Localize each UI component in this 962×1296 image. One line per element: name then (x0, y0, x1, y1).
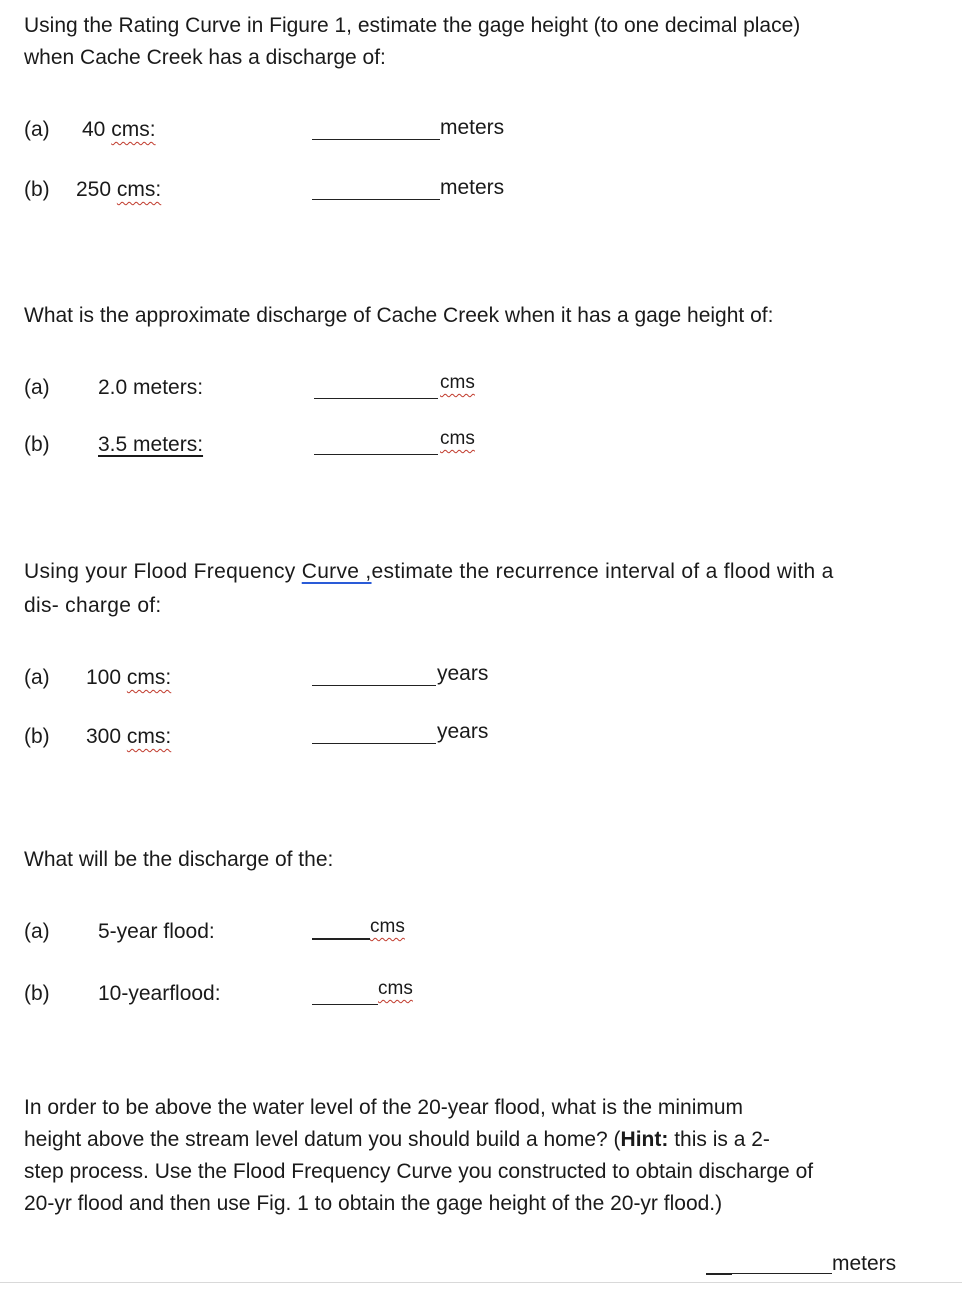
s3-item-b-value: 300 cms: (86, 725, 172, 748)
section5-line3: step process. Use the Flood Frequency Curve you constructed to obtain discharge of (24, 1160, 814, 1183)
section1-question-line2: when Cache Creek has a discharge of: (24, 46, 386, 69)
s1-item-b-answer-blank[interactable] (312, 199, 440, 200)
s1-item-a-value: 40 cms: (82, 118, 156, 141)
s2-item-b-answer-blank[interactable] (314, 454, 438, 455)
section3-question (24, 555, 834, 623)
s2-item-b-value: 3.5 meters: (98, 433, 204, 456)
s1-item-a-label: (a) (24, 118, 50, 141)
s5-answer-blank[interactable] (732, 1273, 832, 1274)
s4-item-b-answer-unit: cms (378, 978, 413, 999)
s5-answer-unit: meters (832, 1252, 897, 1275)
s3-item-b-label: (b) (24, 725, 50, 748)
section1-question-line1: Using the Rating Curve in Figure 1, estimate the gage height (to one decimal place) (24, 14, 801, 37)
s3-item-b-unit: cms: (126, 725, 172, 748)
s5-answer-blank-start (706, 1273, 732, 1275)
section1-question (24, 10, 800, 74)
section5-line4: 20-yr flood and then use Fig. 1 to obtain the gage height of the 20-yr flood.) (24, 1192, 723, 1215)
s4-item-b-answer-blank[interactable] (312, 1004, 378, 1005)
section5-line2: height above the stream level datum you should build a home? (Hint: this is a 2- (24, 1128, 770, 1151)
s4-item-a-label: (a) (24, 920, 50, 943)
s2-item-a-label: (a) (24, 376, 50, 399)
s3-item-a-value: 100 cms: (86, 666, 172, 689)
section2-question: What is the approximate discharge of Cache Creek when it has a gage height of: (24, 304, 774, 327)
s2-item-a-value: 2.0 meters: (98, 376, 204, 399)
s4-item-b-label: (b) (24, 982, 50, 1005)
section3-question-line1: Using your Flood Frequency Curve ,estimate the recurrence interval of a flood with a (24, 560, 834, 583)
s3-item-b-answer-blank[interactable] (312, 743, 436, 744)
s4-item-a-answer-blank[interactable] (312, 938, 370, 940)
section5-line1: In order to be above the water level of the 20-year flood, what is the minimum (24, 1096, 744, 1119)
s3-item-a-answer-unit: years (437, 662, 489, 685)
s4-item-a-value: 5-year flood: (98, 920, 215, 943)
section5-question (24, 1092, 813, 1220)
s3-item-a-answer-blank[interactable] (312, 685, 436, 686)
s2-item-b-answer-unit: cms (440, 428, 475, 449)
section3-question-line2: dis- charge of: (24, 594, 162, 617)
s1-item-b-value: 250 cms: (76, 178, 162, 201)
s4-item-a-answer-unit: cms (370, 916, 405, 937)
s3-item-a-unit: cms: (126, 666, 172, 689)
s1-item-a-answer-blank[interactable] (312, 139, 440, 140)
curve-link-text: Curve , (301, 560, 372, 583)
s1-item-b-answer-unit: meters (440, 176, 505, 199)
s3-item-b-answer-unit: years (437, 720, 489, 743)
s3-item-a-label: (a) (24, 666, 50, 689)
s4-item-b-value: 10-yearflood: (98, 982, 221, 1005)
hint-label: Hint: (620, 1128, 669, 1151)
s1-item-a-answer-unit: meters (440, 116, 505, 139)
s1-item-b-unit: cms: (116, 178, 162, 201)
s1-item-a-unit: cms: (111, 118, 156, 141)
s2-item-a-answer-blank[interactable] (314, 398, 438, 399)
s2-item-b-label: (b) (24, 433, 50, 456)
section4-question: What will be the discharge of the: (24, 848, 334, 871)
page-bottom-divider (0, 1282, 962, 1283)
s1-item-b-label: (b) (24, 178, 50, 201)
s2-item-a-answer-unit: cms (440, 372, 475, 393)
